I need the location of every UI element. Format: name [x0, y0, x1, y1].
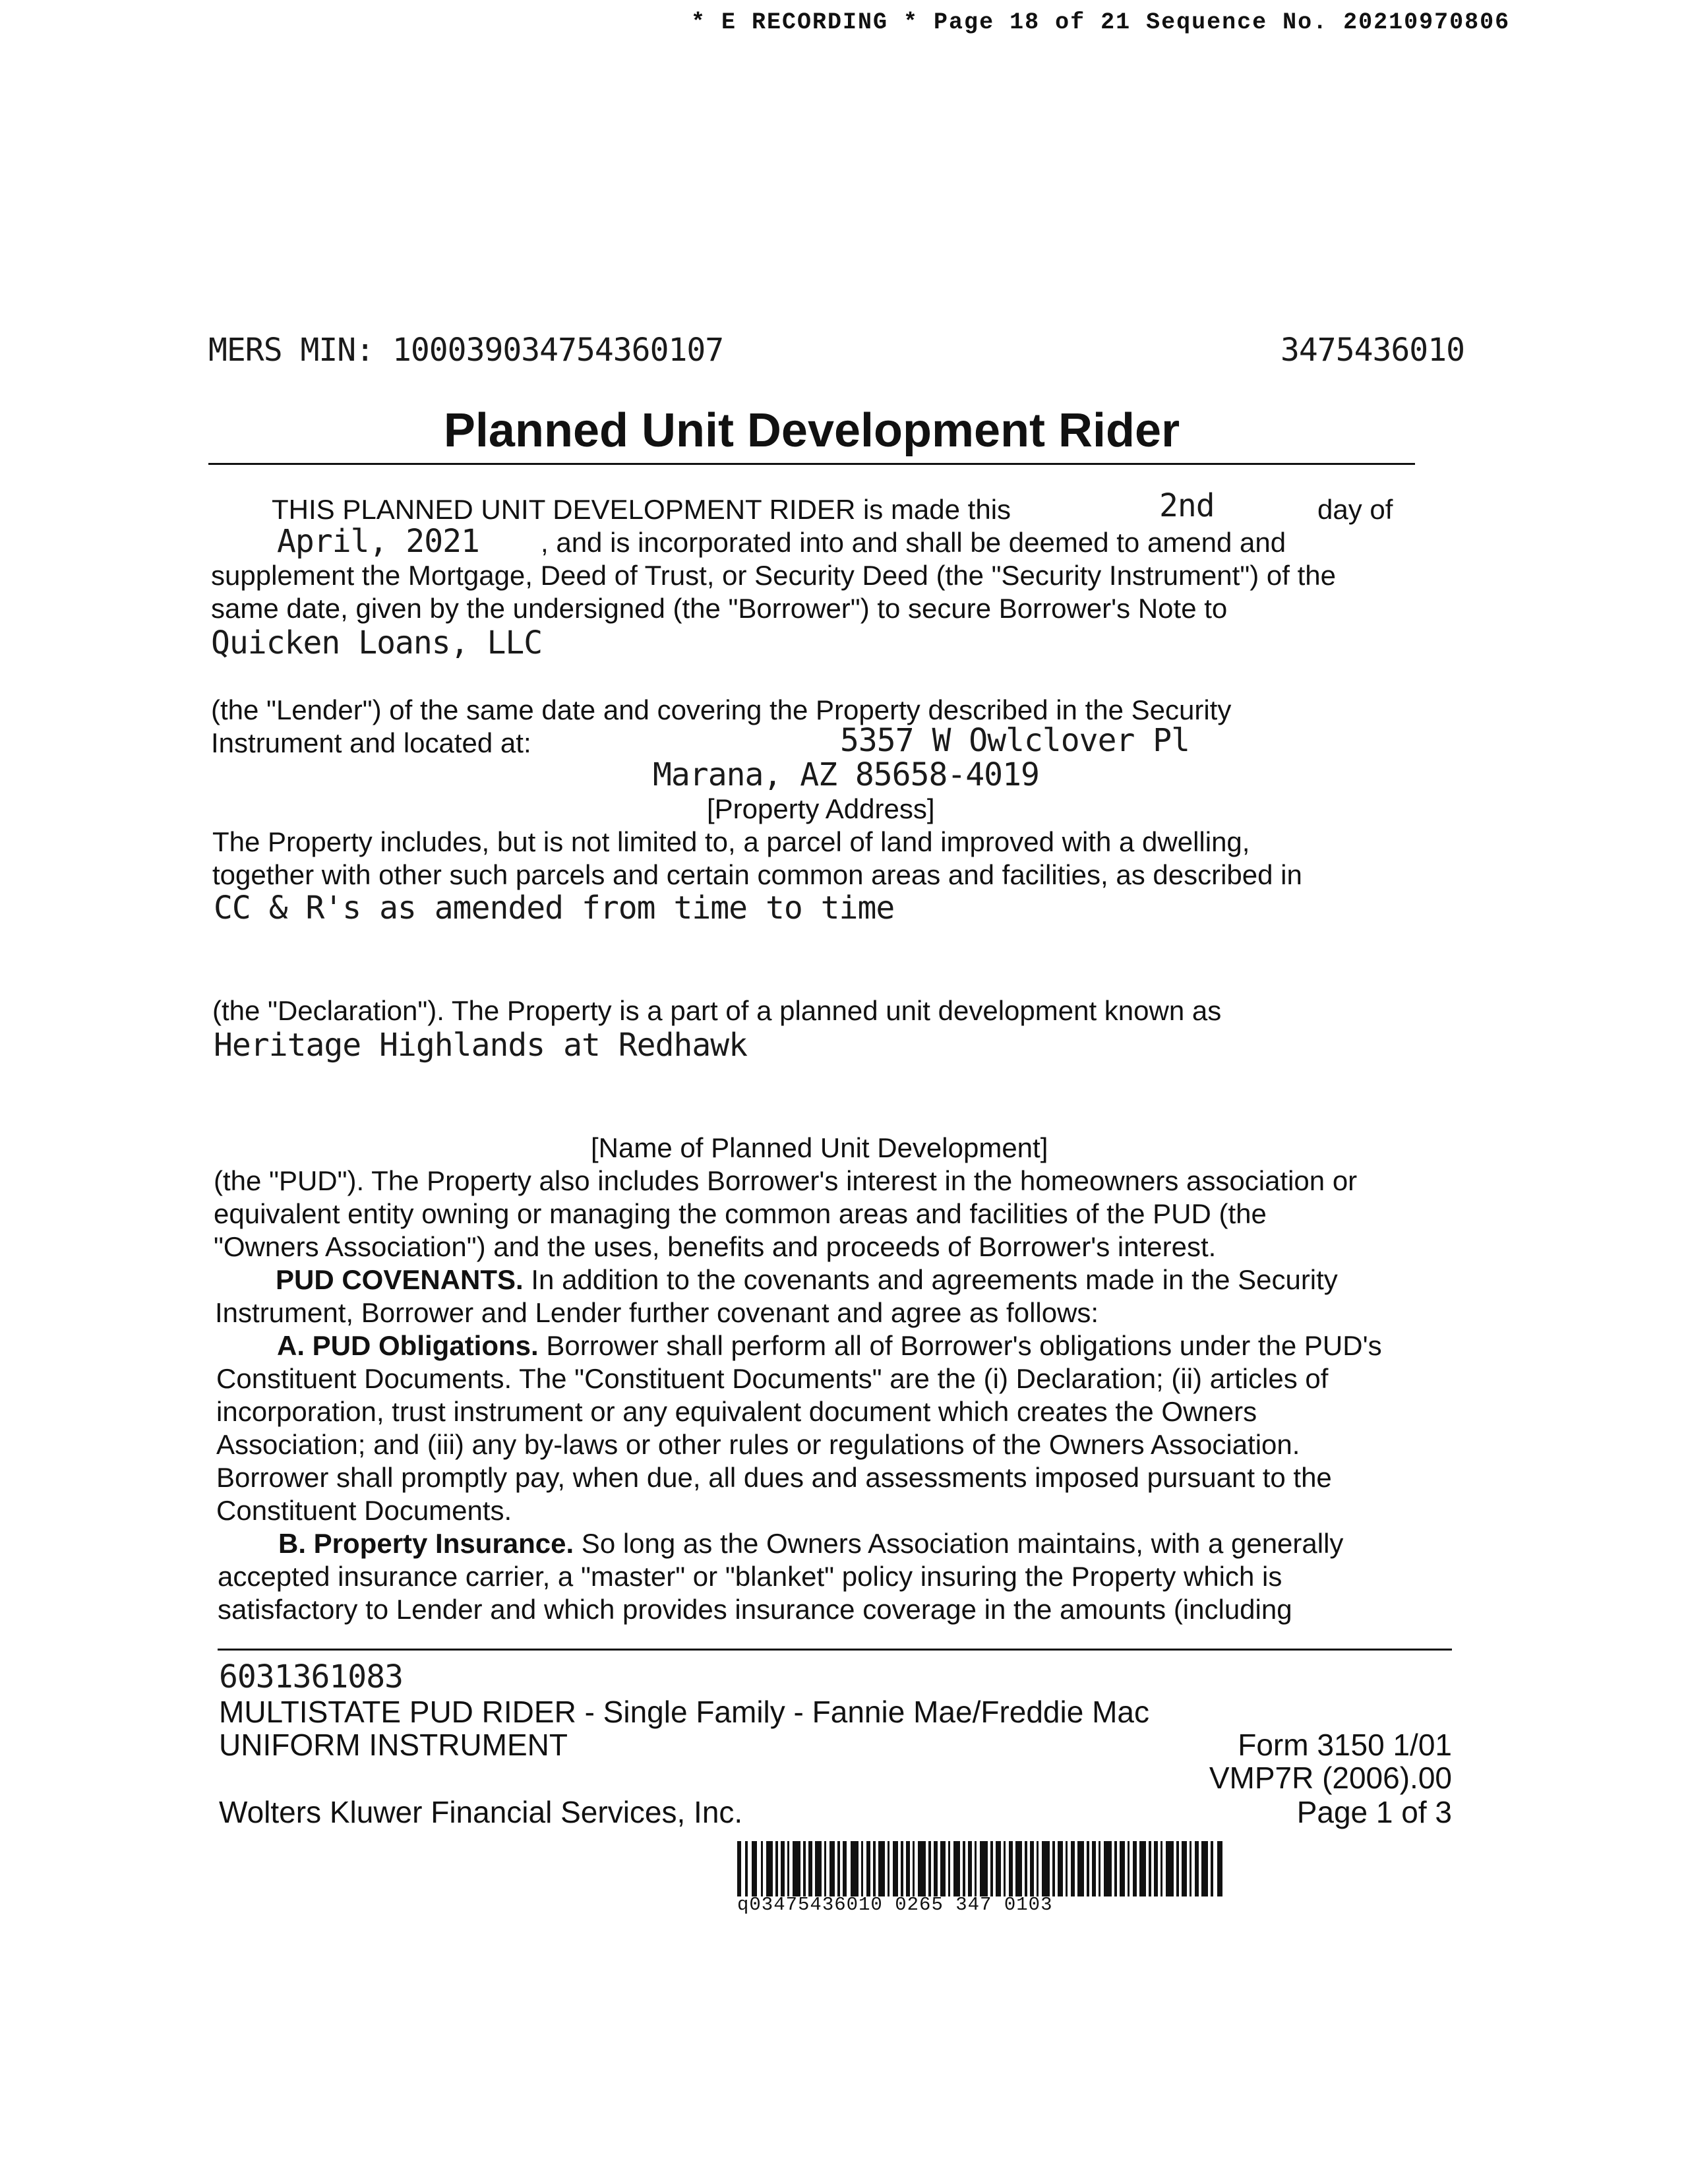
- section-b-line-3: satisfactory to Lender and which provides insurance coverage in the amounts (including: [218, 1594, 1292, 1625]
- intro-line-3: supplement the Mortgage, Deed of Trust, or Security Deed (the "Security Instrument") of the: [211, 560, 1336, 591]
- intro-line-4: same date, given by the undersigned (the "Borrower") to secure Borrower's Note to: [211, 593, 1228, 624]
- pud-name: Heritage Highlands at Redhawk: [214, 1027, 748, 1064]
- pud-covenants-text: In addition to the covenants and agreements made in the Security: [523, 1264, 1338, 1295]
- document-title: Planned Unit Development Rider: [443, 404, 1180, 457]
- loan-number: 3475436010: [1281, 332, 1464, 369]
- recording-header: * E RECORDING * Page 18 of 21 Sequence No. 20210970806: [691, 9, 1511, 36]
- rider-day: 2nd: [1159, 487, 1215, 524]
- intro-line-6: Instrument and located at:: [211, 727, 531, 758]
- vmp-code: VMP7R (2006).00: [1209, 1761, 1452, 1795]
- pud-covenants-line-1: [276, 1263, 1338, 1296]
- property-address-caption: [Property Address]: [707, 793, 935, 824]
- form-title: MULTISTATE PUD RIDER - Single Family - Fannie Mae/Freddie Mac: [219, 1695, 1149, 1729]
- intro-line-12: "Owners Association") and the uses, benefits and proceeds of Borrower's interest.: [214, 1231, 1217, 1262]
- section-a-heading: A. PUD Obligations.: [277, 1330, 539, 1361]
- rider-month-year: April, 2021: [277, 523, 479, 560]
- title-rule: [208, 463, 1415, 465]
- pud-covenants-heading: PUD COVENANTS.: [276, 1264, 524, 1295]
- section-a-line-2: Constituent Documents. The "Constituent Documents" are the (i) Declaration; (ii) articles of: [216, 1363, 1329, 1394]
- day-of-label: day of: [1317, 494, 1393, 525]
- section-b-line-1: [278, 1527, 1343, 1560]
- property-address-line-2: Marana, AZ 85658-4019: [653, 756, 1039, 793]
- intro-line-7: The Property includes, but is not limited to, a parcel of land improved with a dwelling,: [212, 826, 1250, 857]
- footer-rule: [218, 1649, 1452, 1651]
- form-number: Form 3150 1/01: [1238, 1728, 1452, 1762]
- intro-line-11: equivalent entity owning or managing the common areas and facilities of the PUD (the: [214, 1198, 1267, 1229]
- pud-covenants-line-2: Instrument, Borrower and Lender further covenant and agree as follows:: [215, 1297, 1099, 1328]
- barcode: [737, 1841, 1225, 1896]
- uniform-instrument: UNIFORM INSTRUMENT: [219, 1728, 568, 1762]
- section-b-heading: B. Property Insurance.: [278, 1528, 574, 1559]
- intro-line-1: THIS PLANNED UNIT DEVELOPMENT RIDER is made this: [272, 494, 1011, 525]
- mers-min: MERS MIN: 100039034754360107: [208, 332, 724, 369]
- section-a-line-6: Constituent Documents.: [216, 1495, 512, 1526]
- intro-line-10: (the "PUD"). The Property also includes Borrower's interest in the homeowners association or: [214, 1165, 1358, 1196]
- pud-name-caption: [Name of Planned Unit Development]: [591, 1132, 1048, 1163]
- section-a-line-3: incorporation, trust instrument or any equivalent document which creates the Owners: [216, 1396, 1257, 1427]
- publisher: Wolters Kluwer Financial Services, Inc.: [219, 1795, 743, 1829]
- barcode-text: q03475436010 0265 347 0103: [737, 1894, 1053, 1916]
- section-a-line-1: [277, 1329, 1382, 1362]
- intro-line-5: (the "Lender") of the same date and covering the Property described in the Security: [211, 694, 1232, 725]
- property-address-line-1: 5357 W Owlclover Pl: [840, 722, 1190, 759]
- intro-line-8: together with other such parcels and certain common areas and facilities, as described in: [212, 859, 1302, 890]
- document-number: 6031361083: [219, 1658, 403, 1695]
- page-number: Page 1 of 3: [1296, 1795, 1452, 1829]
- intro-line-9: (the "Declaration"). The Property is a part of a planned unit development known as: [212, 995, 1222, 1026]
- section-b-line-2: accepted insurance carrier, a "master" or "blanket" policy insuring the Property which is: [218, 1561, 1282, 1592]
- intro-line-2: , and is incorporated into and shall be deemed to amend and: [541, 527, 1286, 558]
- lender-name: Quicken Loans, LLC: [211, 624, 543, 661]
- section-a-line-5: Borrower shall promptly pay, when due, all dues and assessments imposed pursuant to the: [216, 1462, 1332, 1493]
- section-a-line-4: Association; and (iii) any by-laws or other rules or regulations of the Owners Association.: [216, 1429, 1300, 1460]
- section-b-text: So long as the Owners Association maintains, with a generally: [574, 1528, 1344, 1559]
- declaration-description: CC & R's as amended from time to time: [214, 890, 895, 926]
- section-a-text: Borrower shall perform all of Borrower's obligations under the PUD's: [538, 1330, 1382, 1361]
